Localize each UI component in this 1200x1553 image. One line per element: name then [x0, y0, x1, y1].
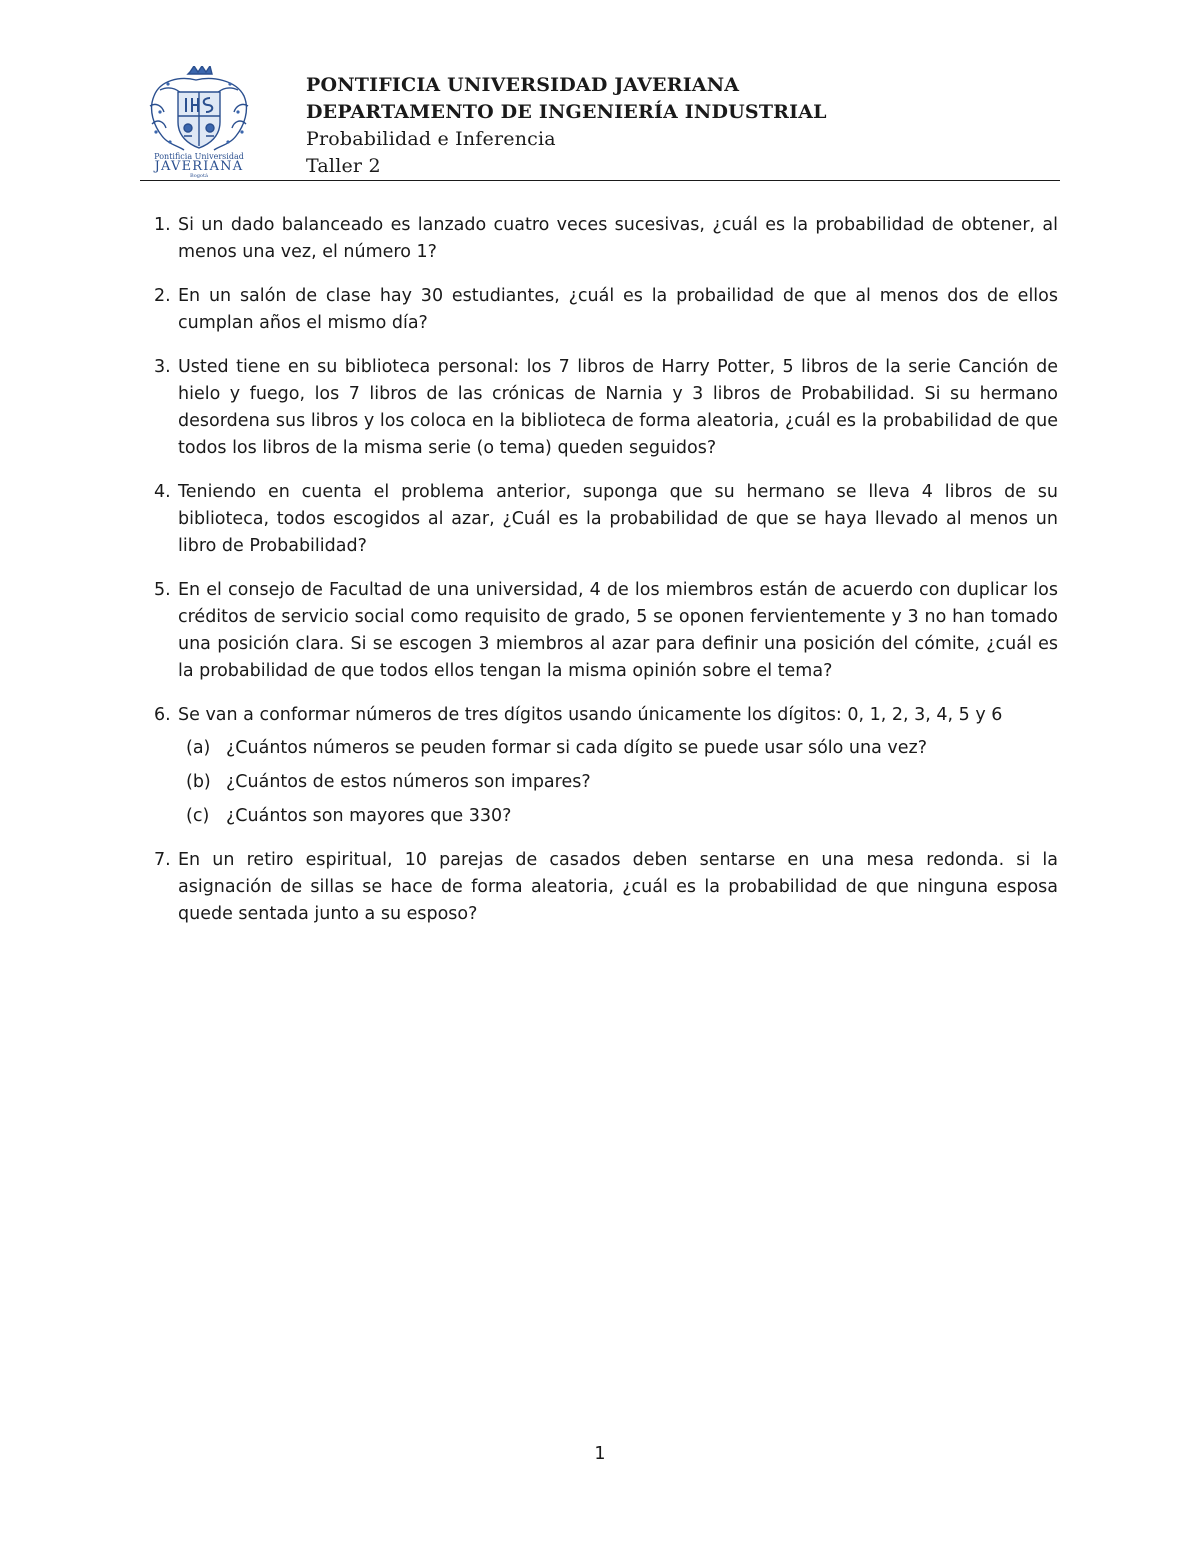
subquestion-text: ¿Cuántos números se peuden formar si cada dígito se puede usar sólo una vez? — [226, 738, 927, 758]
problem-text: En un retiro espiritual, 10 parejas de casados deben sentarse en una mesa redonda. si la asignación de sillas se hace de forma aleatoria, ¿cuál es la probabilidad de que ninguna esposa quede sentada junto a su esposo? — [178, 850, 1058, 924]
header-divider — [140, 180, 1060, 181]
problem-item — [140, 212, 1058, 266]
problem-text: Usted tiene en su biblioteca personal: los 7 libros de Harry Potter, 5 libros de la serie Canción de hielo y fuego, los 7 libros de las crónicas de Narnia y 3 libros de Probabilidad. Si su hermano desordena sus libros y los coloca en la biblioteca de forma aleatoria, ¿cuál es la probabilidad de que todos los libros de la misma serie (o tema) queden seguidos? — [178, 357, 1058, 458]
department-name: DEPARTAMENTO DE INGENIERÍA INDUSTRIAL — [306, 101, 827, 123]
problem-number: 6. — [154, 705, 171, 725]
problem-text: Si un dado balanceado es lanzado cuatro veces sucesivas, ¿cuál es la probabilidad de obtener, al menos una vez, el número 1? — [178, 215, 1058, 262]
problem-number: 5. — [154, 580, 171, 600]
subquestion-text: ¿Cuántos de estos números son impares? — [226, 772, 591, 792]
problem-number: 3. — [154, 357, 171, 377]
subquestion-label: (a) — [186, 738, 211, 758]
problem-text: Se van a conformar números de tres dígitos usando únicamente los dígitos: 0, 1, 2, 3, 4, 5 y 6 — [178, 705, 1003, 725]
subquestion-label: (c) — [186, 806, 210, 826]
subquestion-label: (b) — [186, 772, 211, 792]
subquestion-item — [178, 735, 1058, 762]
problem-item — [140, 847, 1058, 928]
problem-number: 2. — [154, 286, 171, 306]
problem-text: En el consejo de Facultad de una universidad, 4 de los miembros están de acuerdo con duplicar los créditos de servicio social como requisito de grado, 5 se oponen fervientemente y 3 no han tomado una posición clara. Si se escogen 3 miembros al azar para definir una posición del cómite, ¿cuál es la probabilidad de que todos ellos tengan la misma opinión sobre el tema? — [178, 580, 1058, 681]
problem-item — [140, 354, 1058, 462]
problem-number: 1. — [154, 215, 171, 235]
problem-number: 7. — [154, 850, 171, 870]
problem-item — [140, 283, 1058, 337]
problem-item — [140, 702, 1058, 830]
svg-text:JAVERIANA: JAVERIANA — [154, 159, 244, 174]
page-number: 1 — [594, 1444, 606, 1464]
svg-text:Pontificia Universidad: Pontificia Universidad — [154, 152, 244, 161]
problem-list — [140, 212, 1060, 945]
subquestion-list — [178, 735, 1058, 830]
javeriana-crest-icon — [140, 66, 258, 178]
university-name: PONTIFICIA UNIVERSIDAD JAVERIANA — [306, 74, 740, 96]
problem-item — [140, 479, 1058, 560]
problem-text: Teniendo en cuenta el problema anterior, suponga que su hermano se lleva 4 libros de su biblioteca, todos escogidos al azar, ¿Cuál es la probabilidad de que se haya llevado al menos un libro de Probabilidad? — [178, 482, 1058, 556]
course-name: Probabilidad e Inferencia — [306, 128, 556, 150]
assignment-title: Taller 2 — [306, 155, 381, 177]
svg-text:Bogotá: Bogotá — [190, 173, 208, 178]
problem-text: En un salón de clase hay 30 estudiantes, ¿cuál es la probailidad de que al menos dos de ellos cumplan años el mismo día? — [178, 286, 1058, 333]
subquestion-text: ¿Cuántos son mayores que 330? — [226, 806, 512, 826]
header-title-block — [306, 72, 827, 180]
document-header — [140, 66, 1060, 180]
subquestion-item — [178, 769, 1058, 796]
subquestion-item — [178, 803, 1058, 830]
problem-number: 4. — [154, 482, 171, 502]
problem-item — [140, 577, 1058, 685]
